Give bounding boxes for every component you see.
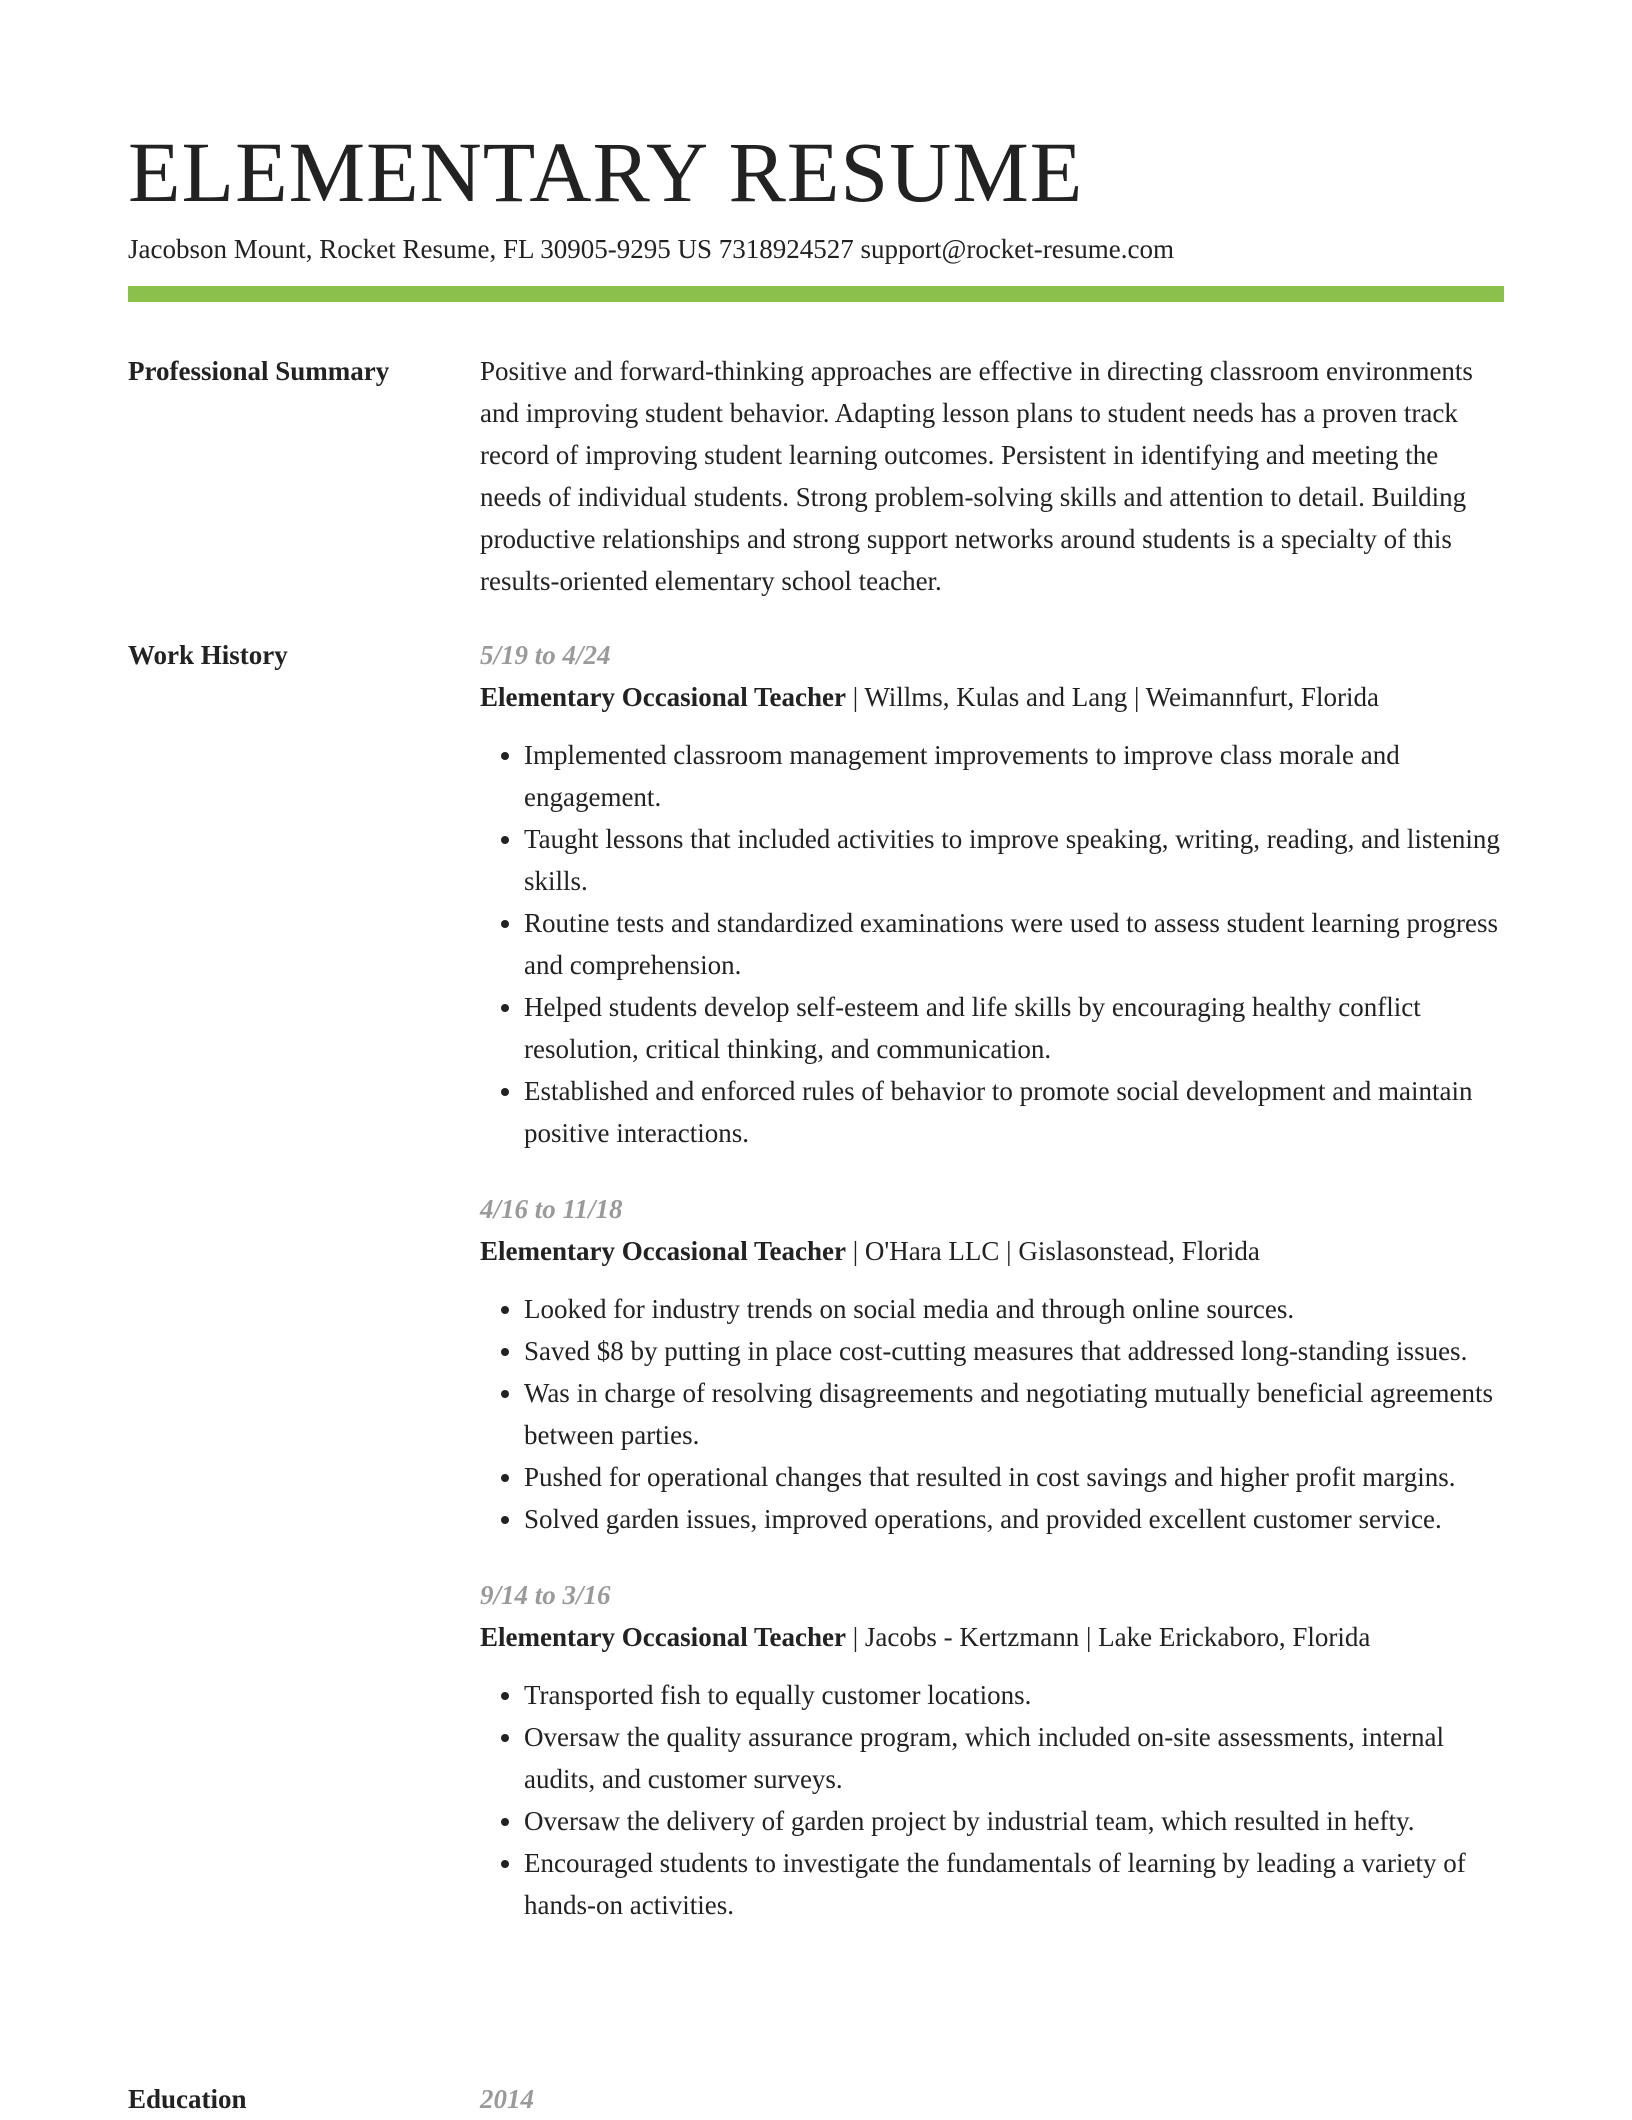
job-dates: 5/19 to 4/24	[480, 640, 611, 670]
job-entry	[480, 1574, 1504, 1926]
job-employer-location: | Jacobs - Kertzmann | Lake Erickaboro, Florida	[845, 1622, 1371, 1652]
job-heading	[480, 1616, 1504, 1658]
education-date: 2014	[480, 2084, 534, 2114]
job-title: Elementary Occasional Teacher	[480, 682, 846, 712]
work-history-heading: Work History	[128, 640, 288, 670]
summary-body	[480, 350, 1504, 602]
job-bullet: • Solved garden issues, improved operations, and provided excellent customer service.	[524, 1498, 1504, 1540]
job-title: Elementary Occasional Teacher	[480, 1236, 846, 1266]
contact-line: Jacobson Mount, Rocket Resume, FL 30905-9295 US 7318924527 support@rocket-resume.com	[128, 234, 1174, 264]
job-bullet-list	[480, 734, 1504, 1154]
education-heading: Education	[128, 2084, 247, 2114]
job-bullet: • Helped students develop self-esteem and life skills by encouraging healthy conflict resolution, critical thinking, and communication.	[524, 986, 1504, 1070]
summary-text: Positive and forward-thinking approaches are effective in directing classroom environments and improving student behavior. Adapting lesson plans to student needs has a proven track record of improving student learning outcomes. Persistent in identifying and meeting the needs of individual students. Strong problem-solving skills and attention to detail. Building productive relationships and strong support networks around students is a specialty of this results-oriented elementary school teacher.	[480, 356, 1473, 596]
job-bullet-list	[480, 1288, 1504, 1540]
education-body	[480, 2078, 1504, 2120]
job-title: Elementary Occasional Teacher	[480, 1622, 846, 1652]
job-bullet: • Oversaw the quality assurance program, which included on-site assessments, internal audits, and customer surveys.	[524, 1716, 1504, 1800]
job-bullet: • Encouraged students to investigate the fundamentals of learning by leading a variety of hands-on activities.	[524, 1842, 1504, 1926]
job-entry	[480, 1188, 1504, 1540]
job-bullet: • Saved $8 by putting in place cost-cutting measures that addressed long-standing issues.	[524, 1330, 1504, 1372]
resume-title: ELEMENTARY RESUME	[128, 124, 1084, 220]
job-bullet: • Established and enforced rules of behavior to promote social development and maintain positive interactions.	[524, 1070, 1504, 1154]
summary-heading: Professional Summary	[128, 356, 390, 386]
header-divider	[128, 286, 1504, 302]
job-bullet: • Transported fish to equally customer locations.	[524, 1674, 1504, 1716]
job-dates: 9/14 to 3/16	[480, 1580, 611, 1610]
job-bullet: • Pushed for operational changes that resulted in cost savings and higher profit margins.	[524, 1456, 1504, 1498]
job-entry	[480, 634, 1504, 1154]
work-history-body	[480, 634, 1504, 1960]
job-bullet: • Taught lessons that included activities to improve speaking, writing, reading, and listening skills.	[524, 818, 1504, 902]
job-bullet: • Routine tests and standardized examinations were used to assess student learning progress and comprehension.	[524, 902, 1504, 986]
job-bullet: • Oversaw the delivery of garden project by industrial team, which resulted in hefty.	[524, 1800, 1504, 1842]
job-bullet: • Looked for industry trends on social media and through online sources.	[524, 1288, 1504, 1330]
job-bullet-list	[480, 1674, 1504, 1926]
job-bullet: • Was in charge of resolving disagreements and negotiating mutually beneficial agreements between parties.	[524, 1372, 1504, 1456]
job-employer-location: | Willms, Kulas and Lang | Weimannfurt, Florida	[845, 682, 1379, 712]
job-employer-location: | O'Hara LLC | Gislasonstead, Florida	[845, 1236, 1260, 1266]
job-bullet: • Implemented classroom management improvements to improve class morale and engagement.	[524, 734, 1504, 818]
job-heading	[480, 676, 1504, 718]
job-heading	[480, 1230, 1504, 1272]
job-dates: 4/16 to 11/18	[480, 1194, 623, 1224]
